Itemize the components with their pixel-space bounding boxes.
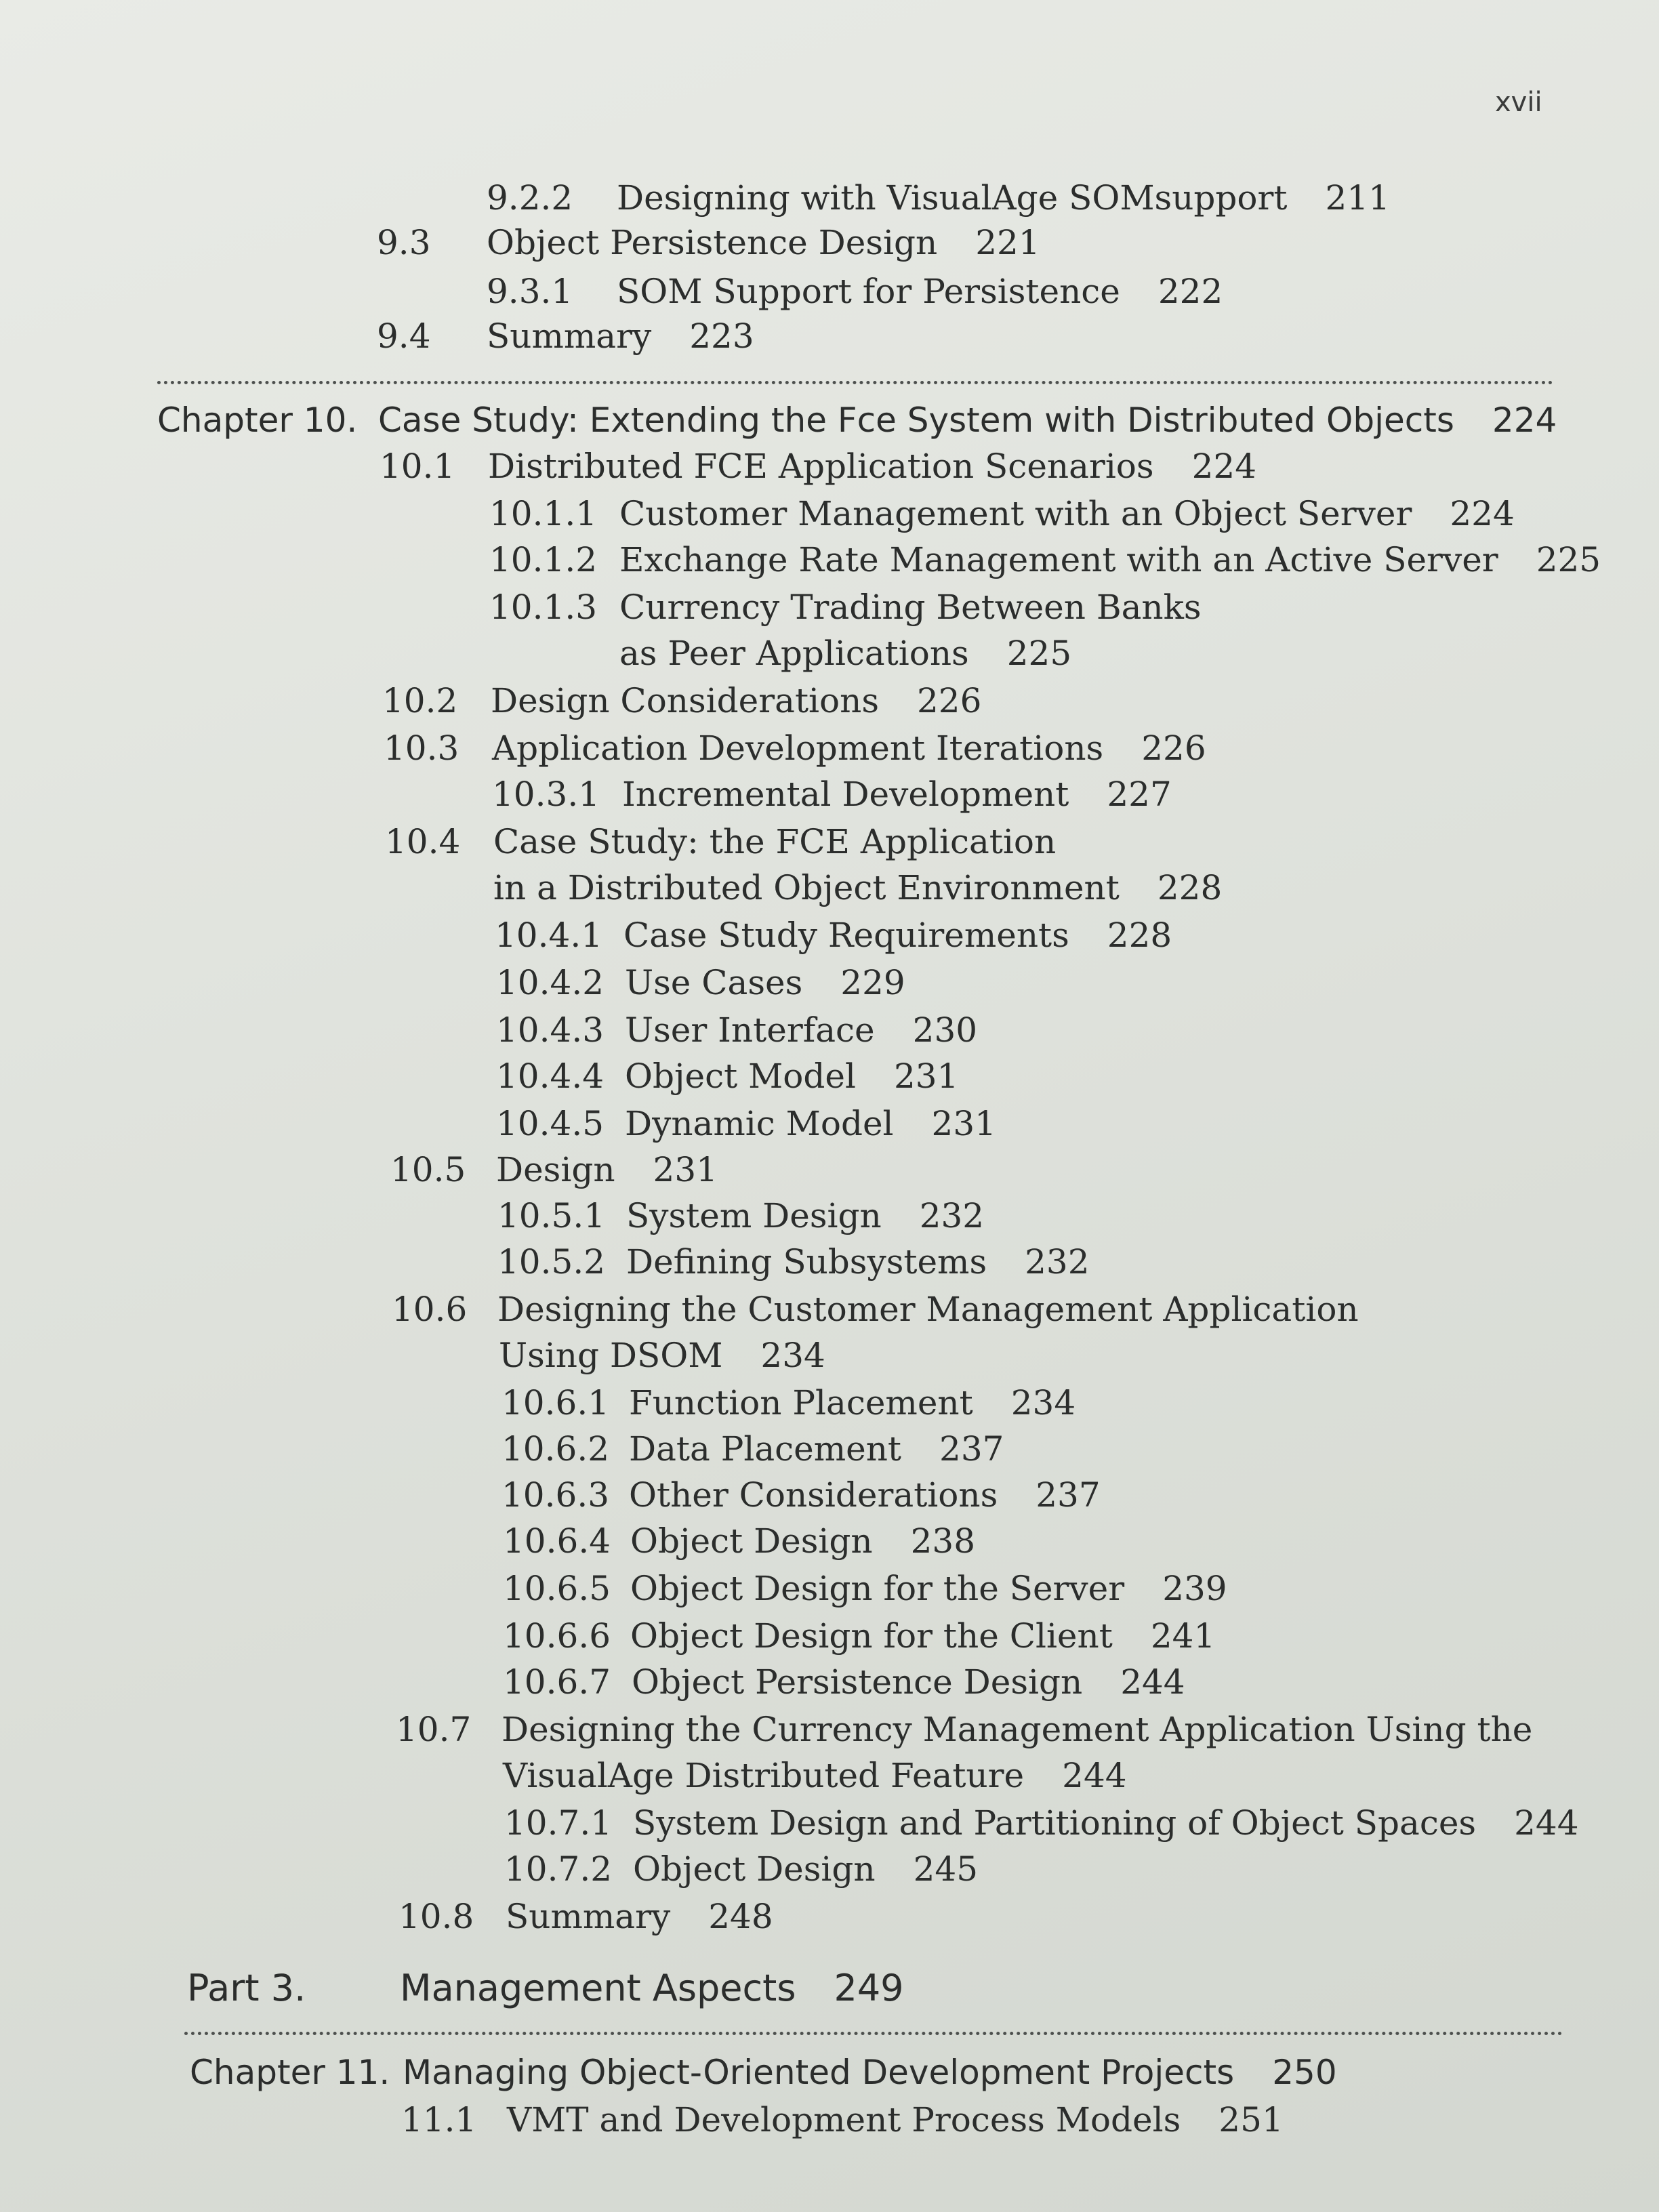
toc-entry-title: Data Placement [629, 1429, 902, 1469]
toc-entry-title-line [632, 1660, 1185, 1704]
toc-entry-title-line [487, 314, 754, 358]
toc-entry-title: Object Persistence Design [487, 223, 938, 262]
toc-entry-page: 249 [834, 1967, 904, 2009]
toc-entry-page: 231 [653, 1150, 718, 1189]
toc-entry-title-line [630, 1567, 1227, 1610]
toc-entry-title: Case Study Requirements [623, 916, 1069, 955]
toc-entry-title-line [626, 1240, 1090, 1284]
toc-entry-number: 10.1.1 [489, 494, 598, 533]
toc-entry-title: Management Aspects [400, 1967, 796, 2009]
toc-entry-title-line [378, 398, 1557, 442]
toc-entry-number: 10.7.2 [504, 1849, 613, 1889]
toc-entry-title-line [491, 679, 981, 722]
toc-entry-page: 232 [1025, 1242, 1090, 1282]
toc-entry-page: 225 [1006, 634, 1072, 673]
toc-entry-title-line [493, 866, 1222, 909]
toc-entry-number: 10.8 [398, 1897, 474, 1936]
toc-entry-title-line [622, 773, 1172, 816]
toc-entry-page: 225 [1536, 540, 1601, 579]
toc-entry-title: Distributed FCE Application Scenarios [488, 447, 1154, 486]
toc-entry-title-line [487, 221, 1040, 264]
toc-entry-number: 10.6.6 [503, 1616, 611, 1656]
toc-entry-title: Defining Subsystems [626, 1242, 987, 1282]
toc-entry-number: 9.3 [377, 223, 431, 262]
toc-entry-page: 224 [1450, 494, 1515, 533]
toc-entry-number: 10.2 [382, 681, 458, 720]
toc-entry-page: 222 [1158, 272, 1223, 311]
toc-entry-title-line [629, 1473, 1101, 1517]
toc-entry-title: Other Considerations [629, 1475, 998, 1515]
toc-entry-title-line [617, 176, 1390, 220]
toc-entry-title: Currency Trading Between Banks [619, 588, 1202, 627]
toc-entry-title: SOM Support for Persistence [617, 272, 1120, 311]
toc-entry-title-line [501, 1708, 1532, 1751]
toc-entry-title: Summary [487, 316, 652, 356]
toc-entry-title: in a Distributed Object Environment [493, 868, 1120, 907]
toc-entry-title-line [497, 1288, 1359, 1331]
toc-entry-page: 232 [919, 1196, 985, 1235]
toc-entry-page: 234 [1010, 1383, 1076, 1422]
toc-entry-title: Function Placement [629, 1383, 973, 1422]
toc-entry-page: 248 [708, 1897, 773, 1936]
toc-entry-title: Summary [506, 1897, 671, 1936]
toc-entry-title: Designing the Currency Management Application Using the [501, 1710, 1533, 1749]
toc-entry-title: Using DSOM [499, 1336, 723, 1375]
toc-entry-number: 10.6.2 [501, 1429, 610, 1469]
toc-entry-number: 10.7.1 [504, 1803, 613, 1843]
toc-entry-title-line [629, 1427, 1004, 1471]
toc-entry-title: VMT and Development Process Models [507, 2100, 1181, 2139]
toc-entry-page: 228 [1107, 916, 1172, 955]
section-divider [184, 2032, 1563, 2035]
toc-entry-page: 211 [1325, 178, 1390, 218]
toc-entry-number: Chapter 10. [157, 401, 358, 440]
toc-entry-page: 237 [1036, 1475, 1101, 1515]
toc-entry-page: 224 [1191, 447, 1257, 486]
toc-entry-page: 229 [840, 963, 905, 1002]
toc-entry-page: 224 [1492, 401, 1557, 440]
toc-entry-title-line [625, 1102, 996, 1145]
toc-entry-title: Object Model [625, 1057, 856, 1096]
toc-entry-title: Object Design [633, 1849, 876, 1889]
toc-entry-page: 238 [910, 1521, 976, 1561]
toc-entry-page: 251 [1218, 2100, 1284, 2139]
toc-entry-page: 239 [1162, 1569, 1227, 1608]
toc-entry-number: 10.5 [390, 1150, 466, 1189]
toc-entry-number: 10.1 [380, 447, 455, 486]
toc-entry-number: 10.4.1 [495, 916, 603, 955]
toc-entry-number: 10.6.4 [503, 1521, 611, 1561]
toc-entry-title-line [633, 1801, 1579, 1845]
toc-entry-page: 250 [1272, 2053, 1337, 2092]
toc-entry-title-line [623, 914, 1172, 957]
toc-entry-title-line [617, 270, 1223, 313]
toc-entry-number: 10.3.1 [492, 775, 600, 814]
toc-entry-title-line [630, 1519, 975, 1563]
toc-entry-number: 10.4 [385, 822, 461, 861]
toc-entry-title-line [493, 820, 1056, 863]
toc-entry-page: 237 [939, 1429, 1004, 1469]
toc-entry-title-line [507, 2098, 1284, 2142]
toc-entry-title-line [619, 632, 1071, 675]
toc-entry-page: 228 [1157, 868, 1223, 907]
toc-entry-title: Dynamic Model [625, 1104, 894, 1143]
toc-entry-title-line [625, 1008, 977, 1052]
toc-entry-number: 10.4.2 [496, 963, 605, 1002]
toc-entry-title-line [633, 1847, 978, 1891]
toc-entry-title-line [629, 1381, 1076, 1425]
toc-entry-number: 9.2.2 [487, 178, 573, 218]
toc-entry-title-line [400, 1967, 904, 2010]
toc-entry-title: Incremental Development [622, 775, 1069, 814]
toc-entry-title: Application Development Iterations [492, 729, 1104, 768]
toc-entry-number: 10.5.1 [497, 1196, 606, 1235]
toc-entry-number: 10.3 [384, 729, 459, 768]
toc-entry-title: Object Design for the Server [630, 1569, 1125, 1608]
toc-entry-number: 10.6.1 [501, 1383, 610, 1422]
toc-entry-title: Design Considerations [491, 681, 879, 720]
toc-entry-title-line [630, 1614, 1215, 1658]
toc-entry-number: Chapter 11. [190, 2053, 390, 2092]
toc-entry-number: 10.5.2 [497, 1242, 606, 1282]
toc-entry-title: System Design and Partitioning of Object Spaces [633, 1803, 1477, 1843]
toc-entry-number: 11.1 [401, 2100, 477, 2139]
toc-entry-title: Design [496, 1150, 615, 1189]
toc-entry-title: as Peer Applications [619, 634, 969, 673]
toc-entry-number: 10.4.5 [496, 1104, 605, 1143]
toc-entry-title-line [499, 1334, 825, 1377]
toc-entry-number: 10.1.2 [489, 540, 598, 579]
toc-entry-title: Exchange Rate Management with an Active Server [619, 540, 1498, 579]
toc-entry-page: 241 [1150, 1616, 1216, 1656]
toc-entry-page: 244 [1062, 1756, 1127, 1795]
toc-entry-title: VisualAge Distributed Feature [503, 1756, 1025, 1795]
toc-entry-page: 221 [975, 223, 1040, 262]
page-number: xvii [1495, 87, 1542, 118]
toc-entry-number: 10.6.3 [501, 1475, 610, 1515]
toc-entry-page: 227 [1107, 775, 1172, 814]
toc-entry-page: 226 [1141, 729, 1206, 768]
section-divider [157, 381, 1553, 384]
toc-entry-number: 9.4 [377, 316, 431, 356]
toc-entry-title: Use Cases [625, 963, 803, 1002]
toc-entry-number: 10.6 [392, 1290, 468, 1329]
toc-entry-title: Managing Object-Oriented Development Projects [403, 2053, 1235, 2092]
toc-entry-title-line [403, 2051, 1337, 2094]
toc-entry-title: Customer Management with an Object Server [619, 494, 1412, 533]
toc-entry-page: 244 [1514, 1803, 1579, 1843]
toc-entry-number: 10.1.3 [489, 588, 598, 627]
toc-entry-title-line [492, 726, 1206, 770]
toc-entry-page: 244 [1120, 1662, 1185, 1702]
toc-entry-title-line [619, 492, 1515, 535]
toc-entry-title-line [625, 961, 905, 1004]
toc-entry-title: Object Design [630, 1521, 873, 1561]
toc-entry-title-line [488, 445, 1256, 488]
toc-entry-title-line [506, 1895, 773, 1938]
toc-entry-title-line [625, 1054, 958, 1098]
toc-entry-page: 245 [913, 1849, 979, 1889]
toc-entry-title: Case Study: the FCE Application [493, 822, 1057, 861]
toc-entry-number: 10.7 [396, 1710, 472, 1749]
toc-entry-title: Case Study: Extending the Fce System with Distributed Objects [378, 401, 1454, 440]
toc-entry-number: Part 3. [187, 1967, 306, 2009]
toc-entry-number: 9.3.1 [487, 272, 573, 311]
toc-entry-page: 230 [912, 1010, 978, 1050]
toc-entry-title-line [619, 538, 1601, 581]
toc-entry-page: 231 [893, 1057, 959, 1096]
toc-entry-number: 10.6.7 [503, 1662, 611, 1702]
toc-entry-page: 223 [689, 316, 754, 356]
toc-entry-page: 231 [931, 1104, 996, 1143]
toc-entry-page: 234 [760, 1336, 825, 1375]
toc-entry-number: 10.4.4 [496, 1057, 605, 1096]
toc-entry-page: 226 [917, 681, 982, 720]
toc-entry-number: 10.6.5 [503, 1569, 611, 1608]
toc-entry-title: Designing with VisualAge SOMsupport [617, 178, 1288, 218]
toc-entry-title: Designing the Customer Management Application [497, 1290, 1359, 1329]
toc-entry-title-line [496, 1148, 718, 1191]
toc-entry-title: Object Design for the Client [630, 1616, 1113, 1656]
toc-entry-title-line [626, 1194, 984, 1237]
toc-entry-number: 10.4.3 [496, 1010, 605, 1050]
toc-entry-title-line [619, 586, 1202, 629]
toc-entry-title: System Design [626, 1196, 882, 1235]
toc-entry-title: Object Persistence Design [632, 1662, 1083, 1702]
toc-entry-title-line [503, 1754, 1127, 1797]
toc-entry-title: User Interface [625, 1010, 875, 1050]
